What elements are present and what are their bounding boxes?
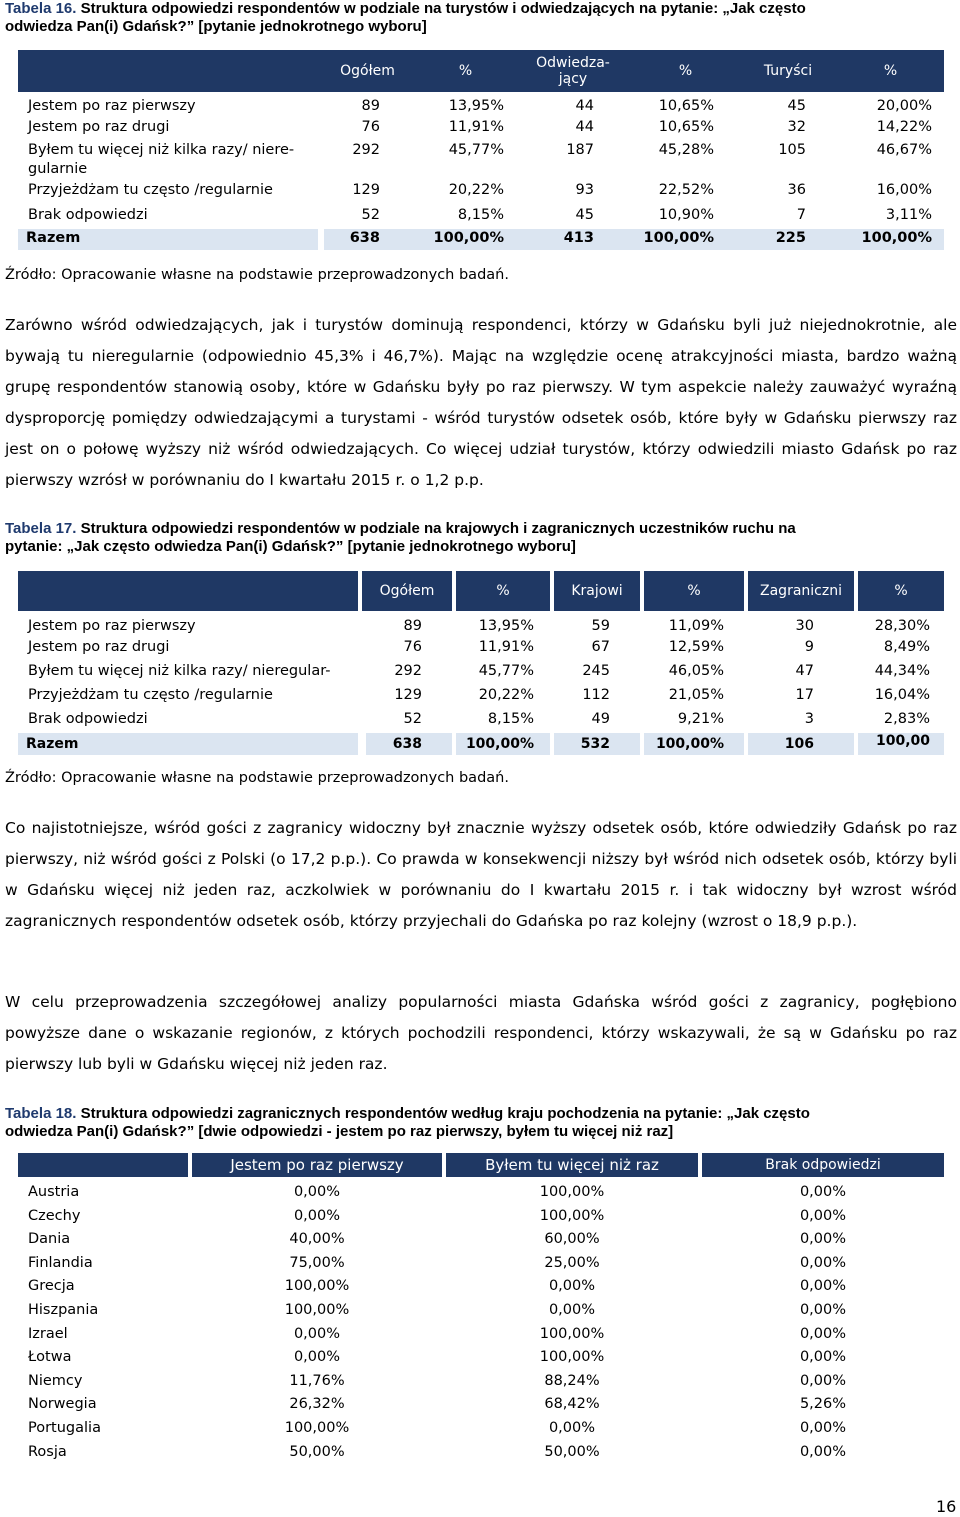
table-cell: 17 [795, 687, 814, 703]
table-cell: 44,34% [874, 663, 930, 679]
table-cell: 89 [361, 98, 380, 114]
table-cell: 187 [566, 142, 594, 158]
table-row [18, 1278, 944, 1298]
total-label: Razem [26, 230, 81, 246]
table-16-header [18, 50, 944, 92]
total-cell: 413 [563, 230, 594, 246]
table-16-source: Źródło: Opracowanie własne na podstawie przeprowadzonych badań. [5, 267, 509, 283]
table-cell: 0,00% [293, 1208, 341, 1224]
table-row [18, 1420, 944, 1440]
header-percent: % [496, 583, 510, 599]
table-cell: 16,00% [876, 182, 932, 198]
table-cell: 11,91% [448, 119, 504, 135]
row-label: Jestem po raz pierwszy [28, 618, 196, 634]
table-cell: 20,00% [876, 98, 932, 114]
table-17-source: Źródło: Opracowanie własne na podstawie przeprowadzonych badań. [5, 770, 509, 786]
total-cell: 100,00% [433, 230, 504, 246]
table-18-caption-line1: Struktura odpowiedzi zagranicznych respondentów według kraju pochodzenia na pytanie: „Jak często [80, 1105, 810, 1122]
row-label: Przyjeżdżam tu często /regularnie [28, 182, 273, 198]
table-cell: 0,00% [799, 1208, 847, 1224]
table-cell: 292 [352, 142, 380, 158]
table-cell: 8,15% [487, 711, 534, 727]
table-cell: 100,00% [284, 1420, 350, 1436]
table-17-number: Tabela 17. [5, 520, 77, 537]
table-cell: 68,42% [544, 1396, 600, 1412]
header-krajowi: Krajowi [571, 583, 623, 599]
table-cell: 0,00% [548, 1302, 596, 1318]
table-cell: 0,00% [293, 1184, 341, 1200]
table-cell: 0,00% [799, 1420, 847, 1436]
table-16-caption-line1: Struktura odpowiedzi respondentów w podziale na turystów i odwiedzających na pytanie: „Jak często [80, 0, 806, 17]
header-ogolem: Ogółem [340, 63, 395, 79]
row-label: Przyjeżdżam tu często /regularnie [28, 687, 273, 703]
table-cell: 0,00% [799, 1302, 847, 1318]
table-row [18, 1444, 944, 1464]
header-percent: % [687, 583, 701, 599]
table-row [18, 1396, 944, 1416]
table-row [18, 1302, 944, 1322]
table-cell: 46,67% [876, 142, 932, 158]
table-cell: 11,91% [478, 639, 534, 655]
row-label: Jestem po raz drugi [28, 119, 170, 135]
table-cell: 40,00% [289, 1231, 345, 1247]
table-row [18, 98, 944, 118]
table-cell: 11,09% [668, 618, 724, 634]
paragraph-3: W celu przeprowadzenia szczegółowej analizy popularności miasta Gdańska wśród gości z zagranicy, pogłębiono powyższe dane o wskazanie regionów, z których pochodzili respondenci, którzy wskazywali, że są w Gdańsku po raz pierwszy lub byli w Gdańsku więcej niż jeden raz. [5, 993, 957, 1073]
table-cell: 14,22% [876, 119, 932, 135]
table-cell: 12,59% [668, 639, 724, 655]
country-label: Izrael [28, 1326, 68, 1342]
header-first-time: Jestem po raz pierwszy [230, 1156, 404, 1174]
total-cell: 106 [784, 736, 814, 752]
table-cell: 88,24% [544, 1373, 600, 1389]
row-label: Byłem tu więcej niż kilka razy/ niere- [28, 142, 295, 158]
table-row [18, 1326, 944, 1346]
header-percent: % [678, 63, 693, 79]
table-16-number: Tabela 16. [5, 0, 77, 17]
table-cell: 100,00% [284, 1278, 350, 1294]
country-label: Niemcy [28, 1373, 83, 1389]
table-cell: 46,05% [668, 663, 724, 679]
table-cell: 45,28% [658, 142, 714, 158]
table-cell: 2,83% [883, 711, 930, 727]
table-row [18, 1349, 944, 1369]
table-row [18, 711, 944, 731]
table-row [18, 1184, 944, 1204]
header-ogolem: Ogółem [379, 583, 435, 599]
table-18-caption-line2: odwiedza Pan(i) Gdańsk?” [dwie odpowiedzi - jestem po raz pierwszy, byłem tu więcej niż raz] [5, 1123, 674, 1140]
table-cell: 36 [787, 182, 806, 198]
table-row [18, 119, 944, 139]
total-cell: 100,00% [643, 230, 714, 246]
table-cell: 60,00% [544, 1231, 600, 1247]
table-cell: 52 [403, 711, 422, 727]
table-cell: 22,52% [658, 182, 714, 198]
country-label: Hiszpania [28, 1302, 99, 1318]
table-row [18, 687, 944, 707]
table-cell: 75,00% [289, 1255, 345, 1271]
table-cell: 59 [591, 618, 610, 634]
table-cell: 89 [403, 618, 422, 634]
row-label-continued: gularnie [28, 161, 88, 177]
table-cell: 52 [361, 207, 380, 223]
table-cell: 0,00% [799, 1326, 847, 1342]
table-row [18, 1208, 944, 1228]
table-row [18, 1373, 944, 1393]
table-cell: 10,65% [658, 98, 714, 114]
table-18-header [18, 1153, 944, 1177]
table-cell: 28,30% [874, 618, 930, 634]
table-cell: 100,00% [284, 1302, 350, 1318]
row-label: Jestem po raz pierwszy [28, 98, 196, 114]
header-odwiedzajacy-l1: Odwiedza- [536, 55, 610, 71]
total-cell: 100,00% [861, 230, 932, 246]
table-row [18, 663, 944, 683]
total-cell: 100,00 [876, 733, 931, 749]
table-cell: 0,00% [799, 1278, 847, 1294]
header-turysci: Turyści [763, 63, 813, 79]
row-label: Brak odpowiedzi [28, 207, 148, 223]
table-cell: 129 [394, 687, 422, 703]
total-cell: 100,00% [655, 736, 724, 752]
table-16-caption-line2: odwiedza Pan(i) Gdańsk?” [pytanie jednokrotnego wyboru] [5, 18, 427, 35]
table-cell: 7 [796, 207, 806, 223]
table-cell: 44 [575, 98, 594, 114]
table-cell: 100,00% [539, 1208, 605, 1224]
table-cell: 16,04% [874, 687, 930, 703]
table-cell: 45,77% [448, 142, 504, 158]
table-cell: 50,00% [544, 1444, 600, 1460]
table-18-caption [5, 1105, 957, 1141]
total-cell: 100,00% [465, 736, 534, 752]
table-cell: 26,32% [289, 1396, 345, 1412]
table-cell: 9,21% [677, 711, 724, 727]
header-more-than-once: Byłem tu więcej niż raz [485, 1156, 659, 1174]
table-cell: 25,00% [544, 1255, 600, 1271]
table-cell: 93 [575, 182, 594, 198]
table-cell: 13,95% [448, 98, 504, 114]
row-label: Brak odpowiedzi [28, 711, 148, 727]
total-label: Razem [26, 736, 79, 752]
total-cell: 638 [349, 230, 380, 246]
table-row [18, 142, 944, 177]
header-percent: % [458, 63, 473, 79]
table-cell: 0,00% [293, 1349, 341, 1365]
table-row [18, 182, 944, 202]
table-cell: 112 [582, 687, 610, 703]
table-cell: 30 [795, 618, 814, 634]
table-cell: 21,05% [668, 687, 724, 703]
table-cell: 0,00% [799, 1255, 847, 1271]
table-cell: 0,00% [548, 1278, 596, 1294]
table-cell: 0,00% [799, 1444, 847, 1460]
table-cell: 10,90% [658, 207, 714, 223]
table-cell: 49 [591, 711, 610, 727]
page-number: 16 [936, 1497, 957, 1516]
table-16-caption [5, 0, 957, 36]
table-cell: 8,49% [883, 639, 930, 655]
table-cell: 3 [804, 711, 814, 727]
paragraph-1: Zarówno wśród odwiedzających, jak i turystów dominują respondenci, którzy w Gdańsku byli już niejednokrotnie, ale bywają tu nieregularnie (odpowiednio 45,3% i 46,7%). Mając na względzie ocenę atrakcyjności miasta, bardzo ważną grupę respondentów stanowią osoby, które w Gdańsku były po raz pierwszy. W tym aspekcie należy zauważyć wyraźną dysproporcję pomiędzy odwiedzającymi a turystami - wśród turystów odsetek osób, które były w Gdańsku pierwszy raz jest on o połowę wyższy niż wśród odwiedzających. Co więcej udział turystów, którzy odwiedzili miasto Gdańsk po raz pierwszy wzrósł w porównaniu do I kwartału 2015 r. o 1,2 p.p. [5, 316, 957, 489]
table-cell: 3,11% [885, 207, 932, 223]
table-cell: 245 [582, 663, 610, 679]
table-cell: 13,95% [478, 618, 534, 634]
table-17-total-row [18, 733, 944, 755]
header-no-answer: Brak odpowiedzi [765, 1157, 881, 1173]
table-cell: 8,15% [457, 207, 504, 223]
header-percent: % [894, 583, 908, 599]
country-label: Austria [28, 1184, 80, 1200]
table-cell: 0,00% [548, 1420, 596, 1436]
header-zagraniczni: Zagraniczni [760, 583, 842, 599]
table-cell: 100,00% [539, 1326, 605, 1342]
table-row [18, 207, 944, 227]
table-cell: 100,00% [539, 1349, 605, 1365]
country-label: Grecja [28, 1278, 75, 1294]
table-cell: 9 [804, 639, 814, 655]
table-cell: 5,26% [799, 1396, 847, 1412]
table-17-caption [5, 520, 957, 556]
country-label: Dania [28, 1231, 71, 1247]
total-cell: 638 [392, 736, 422, 752]
table-cell: 50,00% [289, 1444, 345, 1460]
table-cell: 0,00% [799, 1349, 847, 1365]
table-cell: 20,22% [478, 687, 534, 703]
table-cell: 45 [787, 98, 806, 114]
country-label: Czechy [28, 1208, 81, 1224]
table-row [18, 1231, 944, 1251]
table-18-number: Tabela 18. [5, 1105, 77, 1122]
table-17-caption-line1: Struktura odpowiedzi respondentów w podziale na krajowych i zagranicznych uczestników ruchu na [80, 520, 796, 537]
table-cell: 10,65% [658, 119, 714, 135]
total-cell: 532 [580, 736, 610, 752]
table-cell: 20,22% [448, 182, 504, 198]
header-odwiedzajacy [523, 50, 623, 92]
table-cell: 44 [575, 119, 594, 135]
table-row [18, 1255, 944, 1275]
table-16-total-row [18, 229, 944, 250]
country-label: Rosja [28, 1444, 67, 1460]
total-cell: 225 [775, 230, 806, 246]
table-cell: 0,00% [293, 1326, 341, 1342]
table-row [18, 618, 944, 638]
table-cell: 76 [403, 639, 422, 655]
table-cell: 32 [787, 119, 806, 135]
country-label: Łotwa [28, 1349, 72, 1365]
paragraph-2: Co najistotniejsze, wśród gości z zagranicy widoczny był znacznie wyższy odsetek osób, które odwiedziły Gdańsk po raz pierwszy, niż wśród gości z Polski (o 17,2 p.p.). Co prawda w konsekwencji niższy był wśród nich odsetek osób, którzy byli w Gdańsku więcej niż jeden raz, aczkolwiek w porównaniu do I kwartału 2015 r. i tak widoczny był wzrost wśród zagranicznych respondentów odsetek osób, którzy przyjechali do Gdańska po raz kolejny (wzrost o 18,9 p.p.). [5, 819, 957, 930]
table-17-caption-line2: pytanie: „Jak często odwiedza Pan(i) Gdańsk?” [pytanie jednokrotnego wyboru] [5, 538, 576, 555]
country-label: Finlandia [28, 1255, 93, 1271]
header-odwiedzajacy-l2: jący [558, 71, 588, 87]
table-cell: 11,76% [289, 1373, 345, 1389]
table-cell: 100,00% [539, 1184, 605, 1200]
table-cell: 45 [575, 207, 594, 223]
table-cell: 0,00% [799, 1231, 847, 1247]
table-cell: 67 [591, 639, 610, 655]
row-label: Jestem po raz drugi [28, 639, 170, 655]
table-cell: 292 [394, 663, 422, 679]
country-label: Portugalia [28, 1420, 101, 1436]
table-row [18, 639, 944, 659]
table-17-header [18, 571, 944, 611]
header-percent: % [883, 63, 898, 79]
table-cell: 129 [352, 182, 380, 198]
table-cell: 45,77% [478, 663, 534, 679]
country-label: Norwegia [28, 1396, 97, 1412]
table-cell: 0,00% [799, 1373, 847, 1389]
table-cell: 47 [795, 663, 814, 679]
table-cell: 0,00% [799, 1184, 847, 1200]
table-cell: 76 [361, 119, 380, 135]
table-cell: 105 [778, 142, 806, 158]
row-label: Byłem tu więcej niż kilka razy/ nieregular- [28, 663, 331, 679]
